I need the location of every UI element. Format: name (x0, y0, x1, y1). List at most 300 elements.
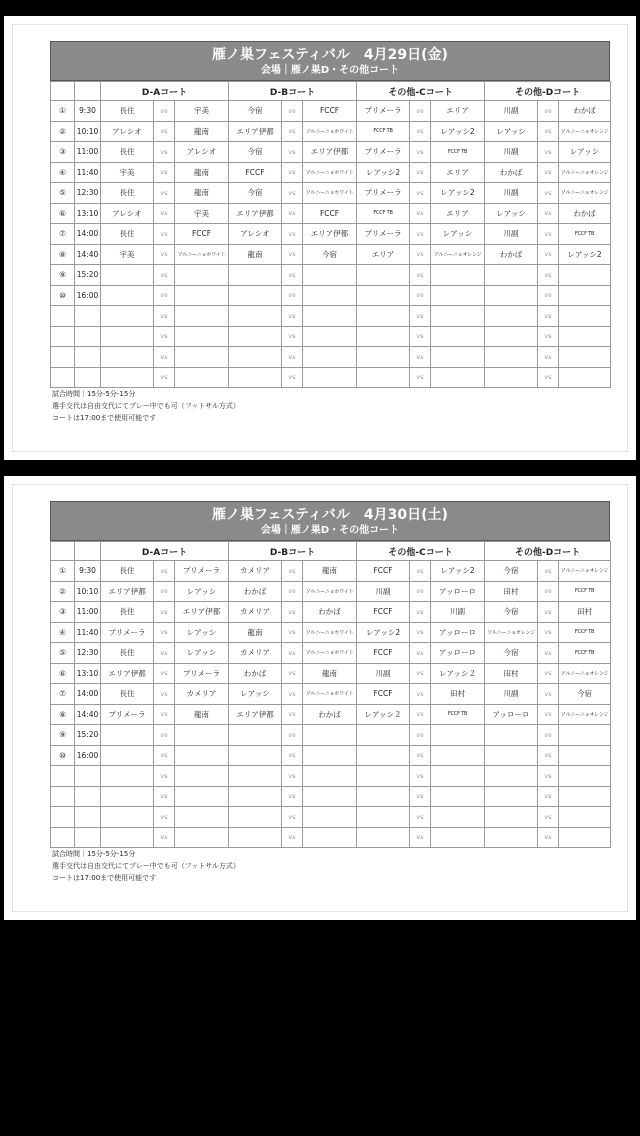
team-away: FCCF TB (559, 643, 611, 664)
match-time (75, 807, 101, 828)
team-away (431, 827, 485, 848)
team-home (485, 766, 538, 787)
team-away: ソルニーニョオレンジ (559, 704, 611, 725)
vs-label: vs (410, 142, 431, 163)
team-away (175, 766, 229, 787)
vs-label: vs (282, 704, 303, 725)
team-home: カメリア (229, 602, 282, 623)
team-home: プリメーラ (357, 183, 410, 204)
team-away: 田村 (431, 684, 485, 705)
team-home (229, 285, 282, 306)
vs-label: vs (410, 827, 431, 848)
team-home: 川副 (485, 183, 538, 204)
team-away: FCCF (303, 101, 357, 122)
vs-label: vs (538, 745, 559, 766)
match-row (51, 142, 611, 163)
team-home (101, 725, 154, 746)
team-away (431, 306, 485, 327)
team-home (485, 745, 538, 766)
team-away: エリア伊都 (303, 142, 357, 163)
team-away (175, 786, 229, 807)
match-time (75, 306, 101, 327)
vs-label: vs (154, 183, 175, 204)
match-number: ⑤ (51, 183, 75, 204)
team-home: FCCF (357, 561, 410, 582)
match-time: 16:00 (75, 285, 101, 306)
team-home (357, 347, 410, 368)
vs-label: vs (154, 244, 175, 265)
team-away (431, 766, 485, 787)
team-home: 長住 (101, 142, 154, 163)
court-header-row (51, 82, 611, 101)
team-home (357, 827, 410, 848)
vs-label: vs (410, 725, 431, 746)
team-home: 今宿 (229, 142, 282, 163)
match-time: 14:40 (75, 704, 101, 725)
vs-label: vs (282, 367, 303, 388)
team-home: 長住 (101, 183, 154, 204)
vs-label: vs (282, 827, 303, 848)
team-away: レアッシ (175, 622, 229, 643)
team-away: ソルニーニョホワイト (303, 183, 357, 204)
team-away (431, 326, 485, 347)
schedule-table-wrap (50, 41, 610, 388)
team-home: わかば (485, 244, 538, 265)
vs-label: vs (410, 745, 431, 766)
team-home (485, 347, 538, 368)
vs-label: vs (154, 745, 175, 766)
note-match-time: 試合時間｜15分-5分-15分 (52, 850, 136, 858)
team-home (357, 725, 410, 746)
vs-label: vs (154, 347, 175, 368)
team-away (303, 827, 357, 848)
team-away: ソルニーニョホワイト (303, 581, 357, 602)
vs-label: vs (538, 725, 559, 746)
team-away: エリア (431, 101, 485, 122)
match-row (51, 285, 611, 306)
match-row (51, 643, 611, 664)
team-away (559, 766, 611, 787)
match-number: ⑧ (51, 244, 75, 265)
vs-label: vs (282, 643, 303, 664)
vs-label: vs (154, 807, 175, 828)
team-away (559, 807, 611, 828)
vs-label: vs (154, 265, 175, 286)
match-row (51, 224, 611, 245)
team-away: 龍南 (175, 121, 229, 142)
vs-label: vs (154, 203, 175, 224)
team-home: 今宿 (229, 183, 282, 204)
vs-label: vs (154, 827, 175, 848)
team-home (357, 265, 410, 286)
vs-label: vs (410, 306, 431, 327)
vs-label: vs (410, 622, 431, 643)
team-home: FCCF TB (357, 121, 410, 142)
team-home: 長住 (101, 684, 154, 705)
team-away (303, 347, 357, 368)
vs-label: vs (282, 265, 303, 286)
team-away (303, 265, 357, 286)
match-row (51, 101, 611, 122)
team-away: アッローロ (431, 622, 485, 643)
team-home: エリア伊都 (101, 581, 154, 602)
schedule-title: 雁ノ巣フェスティバル 4月30日(土) (212, 507, 448, 523)
team-home: アレシオ (229, 224, 282, 245)
team-home: プリメーラ (357, 101, 410, 122)
team-home: 川副 (485, 224, 538, 245)
court-header: その他-Cコート (357, 82, 485, 101)
team-home (101, 285, 154, 306)
team-away: レアッシ (431, 224, 485, 245)
team-away: ソルニーニョホワイト (303, 622, 357, 643)
match-number (51, 786, 75, 807)
vs-label: vs (410, 183, 431, 204)
team-away: FCCF TB (559, 224, 611, 245)
vs-label: vs (410, 807, 431, 828)
match-time: 11:00 (75, 602, 101, 623)
match-row (51, 561, 611, 582)
team-home (229, 367, 282, 388)
team-away: ソルニーニョオレンジ (559, 183, 611, 204)
vs-label: vs (410, 561, 431, 582)
match-time: 14:00 (75, 224, 101, 245)
court-header: D-Bコート (229, 542, 357, 561)
match-number: ③ (51, 602, 75, 623)
vs-label: vs (154, 786, 175, 807)
match-number (51, 367, 75, 388)
vs-label: vs (410, 367, 431, 388)
match-time: 11:40 (75, 162, 101, 183)
vs-label: vs (410, 663, 431, 684)
match-number: ⑥ (51, 663, 75, 684)
match-row (51, 265, 611, 286)
team-away: レアッシ2 (431, 561, 485, 582)
vs-label: vs (410, 101, 431, 122)
team-home: レアッシ (485, 121, 538, 142)
team-away (431, 786, 485, 807)
vs-label: vs (282, 285, 303, 306)
team-away: レアッシ (559, 142, 611, 163)
team-home: FCCF (229, 162, 282, 183)
team-away (303, 786, 357, 807)
team-away (559, 265, 611, 286)
vs-label: vs (282, 786, 303, 807)
team-away: レアッシ (175, 643, 229, 664)
match-row (51, 704, 611, 725)
team-away: FCCF (303, 203, 357, 224)
team-home: 長住 (101, 602, 154, 623)
team-away: FCCF (175, 224, 229, 245)
match-number: ④ (51, 622, 75, 643)
team-home: FCCF (357, 684, 410, 705)
match-number (51, 807, 75, 828)
match-number: ④ (51, 162, 75, 183)
team-away: わかば (559, 203, 611, 224)
team-away (559, 745, 611, 766)
match-number (51, 326, 75, 347)
vs-label: vs (282, 121, 303, 142)
team-away (175, 306, 229, 327)
team-away (431, 347, 485, 368)
match-time: 11:40 (75, 622, 101, 643)
vs-label: vs (538, 643, 559, 664)
vs-label: vs (154, 725, 175, 746)
team-away (303, 306, 357, 327)
court-header: その他-Dコート (485, 82, 611, 101)
match-number: ② (51, 121, 75, 142)
team-away: 川副 (431, 602, 485, 623)
match-row (51, 786, 611, 807)
team-away: レアッシ2 (431, 121, 485, 142)
team-home: 長住 (101, 224, 154, 245)
match-time (75, 367, 101, 388)
vs-label: vs (538, 183, 559, 204)
match-time (75, 827, 101, 848)
team-away (303, 745, 357, 766)
vs-label: vs (154, 306, 175, 327)
team-home (229, 745, 282, 766)
team-home (357, 786, 410, 807)
vs-label: vs (282, 224, 303, 245)
vs-label: vs (282, 663, 303, 684)
team-home: 長住 (101, 561, 154, 582)
team-home: 龍南 (229, 622, 282, 643)
match-row (51, 183, 611, 204)
team-away: わかば (559, 101, 611, 122)
vs-label: vs (538, 224, 559, 245)
team-home (101, 367, 154, 388)
team-away (303, 766, 357, 787)
vs-label: vs (282, 807, 303, 828)
match-number: ③ (51, 142, 75, 163)
team-home: アッローロ (485, 704, 538, 725)
team-home: 川副 (485, 684, 538, 705)
team-home: 宇美 (101, 162, 154, 183)
header-time-cell (75, 542, 101, 561)
team-away: カメリア (175, 684, 229, 705)
team-home: 今宿 (485, 643, 538, 664)
header-time-cell (75, 82, 101, 101)
vs-label: vs (410, 244, 431, 265)
team-home (485, 306, 538, 327)
team-home (101, 306, 154, 327)
vs-label: vs (538, 581, 559, 602)
team-home (229, 827, 282, 848)
team-away: ソルニーニョホワイト (303, 162, 357, 183)
match-row (51, 367, 611, 388)
team-away: ソルニーニョオレンジ (559, 162, 611, 183)
vs-label: vs (282, 745, 303, 766)
team-home: 今宿 (485, 561, 538, 582)
team-away (175, 265, 229, 286)
vs-label: vs (538, 602, 559, 623)
team-away: アレシオ (175, 142, 229, 163)
team-home: わかば (229, 663, 282, 684)
vs-label: vs (154, 602, 175, 623)
note-substitution: 選手交代は自由交代にてプレー中でも可（フットサル方式） (52, 402, 240, 410)
team-away (431, 367, 485, 388)
note-court-hours: コートは17:00まで使用可能です (52, 874, 157, 882)
match-number (51, 306, 75, 327)
team-away: エリア伊都 (303, 224, 357, 245)
vs-label: vs (282, 622, 303, 643)
match-number (51, 827, 75, 848)
vs-label: vs (282, 725, 303, 746)
vs-label: vs (154, 643, 175, 664)
team-home (229, 306, 282, 327)
schedule-title: 雁ノ巣フェスティバル 4月29日(金) (212, 47, 448, 63)
team-home: 川副 (485, 142, 538, 163)
vs-label: vs (154, 684, 175, 705)
vs-label: vs (538, 704, 559, 725)
match-number (51, 766, 75, 787)
team-home: 川副 (357, 663, 410, 684)
team-away (303, 326, 357, 347)
match-row (51, 745, 611, 766)
vs-label: vs (282, 684, 303, 705)
schedule-table-wrap (50, 501, 610, 848)
team-home: プリメーラ (357, 142, 410, 163)
vs-label: vs (154, 581, 175, 602)
match-row (51, 121, 611, 142)
team-away (559, 725, 611, 746)
team-away (559, 367, 611, 388)
schedule-banner (50, 41, 610, 81)
match-time: 11:00 (75, 142, 101, 163)
vs-label: vs (538, 285, 559, 306)
team-away: プリメーラ (175, 561, 229, 582)
team-away: レアッシ２ (431, 663, 485, 684)
team-away (559, 306, 611, 327)
team-away: エリア (431, 203, 485, 224)
team-home: エリア伊都 (229, 121, 282, 142)
vs-label: vs (154, 622, 175, 643)
vs-label: vs (282, 326, 303, 347)
match-number: ⑦ (51, 224, 75, 245)
team-home: カメリア (229, 561, 282, 582)
team-away (175, 347, 229, 368)
team-home (229, 326, 282, 347)
vs-label: vs (538, 827, 559, 848)
team-away (559, 347, 611, 368)
team-home (357, 807, 410, 828)
vs-label: vs (282, 602, 303, 623)
match-number: ⑩ (51, 745, 75, 766)
match-time (75, 326, 101, 347)
court-header: D-Aコート (101, 542, 229, 561)
match-number: ⑨ (51, 265, 75, 286)
team-home: レアッシ2 (357, 162, 410, 183)
vs-label: vs (410, 786, 431, 807)
vs-label: vs (410, 121, 431, 142)
vs-label: vs (410, 265, 431, 286)
team-home: FCCF (357, 602, 410, 623)
team-home (357, 285, 410, 306)
team-away: ソルニーニョオレンジ (559, 561, 611, 582)
match-time: 9:30 (75, 101, 101, 122)
team-away (431, 265, 485, 286)
team-away: ソルニーニョオレンジ (431, 244, 485, 265)
vs-label: vs (410, 347, 431, 368)
team-away: FCCF TB (431, 704, 485, 725)
team-away (559, 786, 611, 807)
match-row (51, 684, 611, 705)
vs-label: vs (538, 807, 559, 828)
vs-label: vs (538, 203, 559, 224)
match-time: 10:10 (75, 121, 101, 142)
vs-label: vs (410, 285, 431, 306)
vs-label: vs (538, 622, 559, 643)
match-time: 14:40 (75, 244, 101, 265)
team-away (431, 745, 485, 766)
vs-label: vs (410, 643, 431, 664)
team-away (431, 285, 485, 306)
header-no-cell (51, 542, 75, 561)
vs-label: vs (410, 203, 431, 224)
team-home: わかば (229, 581, 282, 602)
team-away (559, 326, 611, 347)
match-number (51, 347, 75, 368)
team-home (485, 326, 538, 347)
team-home (101, 766, 154, 787)
team-away: 龍南 (303, 663, 357, 684)
vs-label: vs (282, 581, 303, 602)
team-away: 龍南 (175, 183, 229, 204)
team-home (357, 745, 410, 766)
vs-label: vs (538, 326, 559, 347)
team-home (357, 367, 410, 388)
note-match-time: 試合時間｜15分-5分-15分 (52, 390, 136, 398)
schedule-banner (50, 501, 610, 541)
schedule-sheet-2 (4, 476, 636, 920)
match-time: 14:00 (75, 684, 101, 705)
vs-label: vs (154, 326, 175, 347)
team-home: FCCF TB (357, 203, 410, 224)
team-home: レアッシ2 (357, 622, 410, 643)
team-away: FCCF TB (559, 622, 611, 643)
match-row (51, 602, 611, 623)
team-home (229, 786, 282, 807)
team-home: 長住 (101, 101, 154, 122)
match-number: ⑦ (51, 684, 75, 705)
team-home: 田村 (485, 581, 538, 602)
team-home (485, 285, 538, 306)
vs-label: vs (538, 766, 559, 787)
match-time: 9:30 (75, 561, 101, 582)
team-away: エリア (431, 162, 485, 183)
vs-label: vs (410, 162, 431, 183)
team-away (431, 807, 485, 828)
team-home (229, 725, 282, 746)
match-row (51, 244, 611, 265)
team-away (303, 285, 357, 306)
team-home: アレシオ (101, 121, 154, 142)
vs-label: vs (282, 561, 303, 582)
match-number: ⑥ (51, 203, 75, 224)
team-away (303, 725, 357, 746)
schedule-notes (52, 388, 240, 424)
court-header: その他-Dコート (485, 542, 611, 561)
team-home: 宇美 (101, 244, 154, 265)
team-home (101, 326, 154, 347)
team-away: 今宿 (559, 684, 611, 705)
vs-label: vs (154, 766, 175, 787)
team-away (175, 827, 229, 848)
vs-label: vs (282, 244, 303, 265)
team-away: ソルニーニョホワイト (303, 643, 357, 664)
team-away: ソルニーニョホワイト (303, 121, 357, 142)
team-away: レアッシ2 (431, 183, 485, 204)
